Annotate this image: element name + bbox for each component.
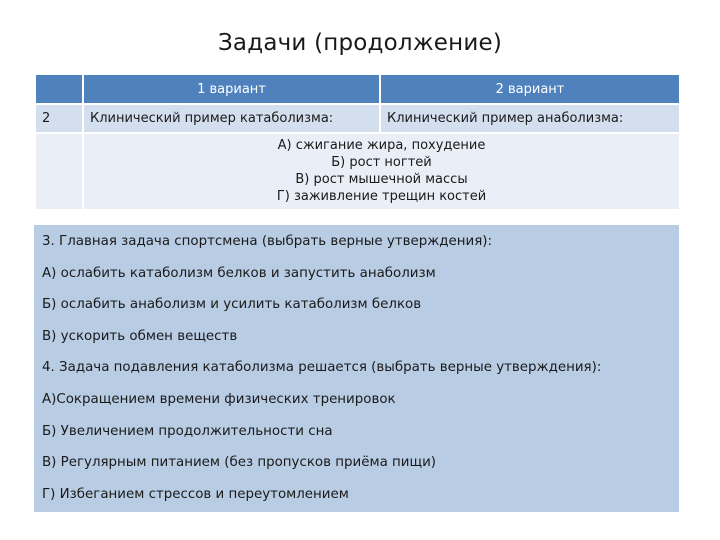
variant-1-question: Клинический пример катаболизма:	[83, 104, 380, 133]
table-header-row	[35, 74, 680, 104]
task-option: В) Регулярным питанием (без пропусков приёма пищи)	[42, 455, 437, 471]
answer-options-cell	[83, 133, 680, 210]
empty-cell	[35, 133, 83, 210]
task-option: А) ослабить катаболизм белков и запустить анаболизм	[42, 265, 436, 281]
table-header-variant-1: 1 вариант	[83, 74, 380, 104]
answer-option: Б) рост ногтей	[331, 155, 432, 170]
task-option: Б) ослабить анаболизм и усилить катаболизм белков	[42, 297, 422, 313]
table-header-variant-2: 2 вариант	[380, 74, 680, 104]
task-option: Г) Избеганием стрессов и переутомлением	[42, 486, 349, 502]
table-row	[35, 104, 680, 133]
slide-title: Задачи (продолжение)	[217, 30, 503, 56]
answer-option: В) рост мышечной массы	[295, 172, 468, 187]
variants-table	[34, 73, 681, 211]
variant-2-question: Клинический пример анаболизма:	[380, 104, 680, 133]
task-option: Б) Увеличением продолжительности сна	[42, 423, 333, 439]
task-question: 3. Главная задача спортсмена (выбрать верные утверждения):	[42, 234, 493, 249]
row-number: 2	[35, 104, 83, 133]
task-option: А)Сокращением времени физических тренировок	[42, 391, 396, 407]
task-option: В) ускорить обмен веществ	[42, 328, 238, 344]
tasks-panel	[34, 225, 679, 512]
table-row	[35, 133, 680, 210]
answer-option: А) сжигание жира, похудение	[277, 138, 486, 153]
task-question: 4. Задача подавления катаболизма решается (выбрать верные утверждения):	[42, 360, 602, 376]
answer-option: Г) заживление трещин костей	[276, 189, 487, 204]
table-header-empty	[35, 74, 83, 104]
